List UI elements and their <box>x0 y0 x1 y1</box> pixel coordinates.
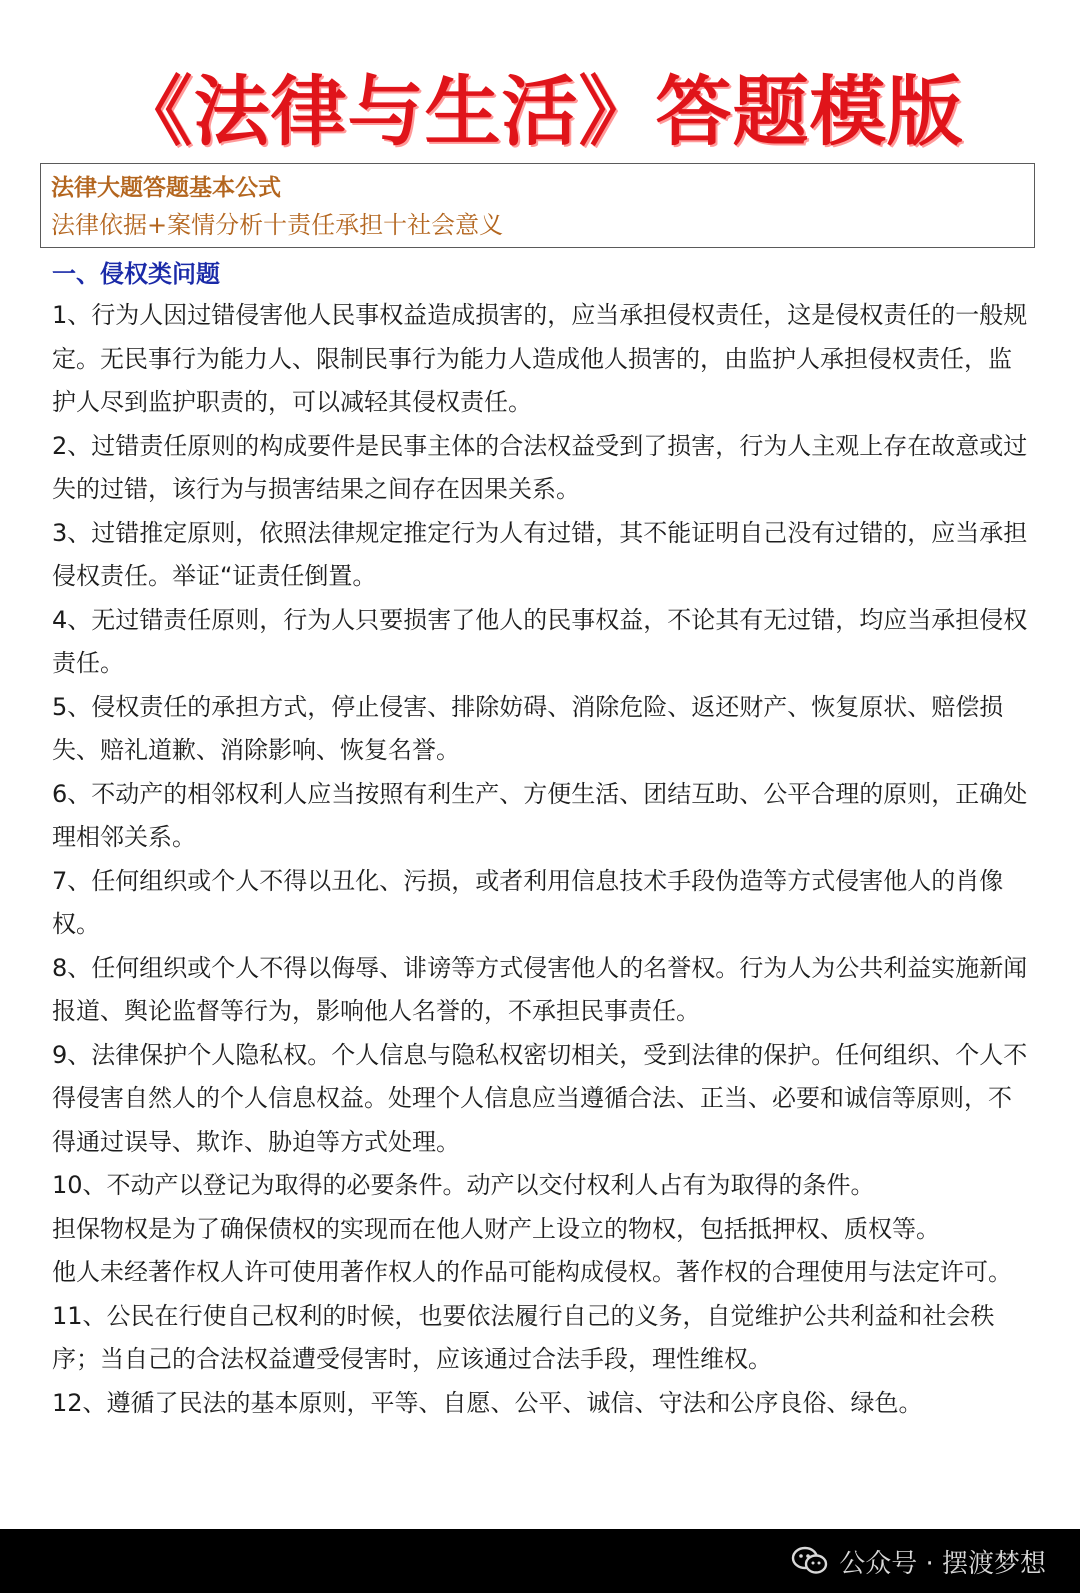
paragraph: 2、过错责任原则的构成要件是民事主体的合法权益受到了损害，行为人主观上存在故意或过失的过错，该行为与损害结果之间存在因果关系。 <box>52 431 1028 503</box>
watermark-text: 公众号 · 摆渡梦想 <box>839 1548 1046 1579</box>
paragraph: 3、过错推定原则，依照法律规定推定行为人有过错，其不能证明自己没有过错的，应当承担侵权责任。举证“证责任倒置。 <box>52 518 1028 590</box>
content-body <box>52 294 1032 1425</box>
page-title: 《法律与生活》答题模版 <box>116 67 964 156</box>
paragraph: 8、任何组织或个人不得以侮辱、诽谤等方式侵害他人的名誉权。行为人为公共利益实施新闻报道、舆论监督等行为，影响他人名誉的，不承担民事责任。 <box>52 953 1028 1025</box>
section-heading: 一、侵权类问题 <box>52 260 220 288</box>
paragraph: 11、公民在行使自己权利的时候，也要依法履行自己的义务，自觉维护公共利益和社会秩序；当自己的合法权益遭受侵害时，应该通过合法手段，理性维权。 <box>52 1301 995 1373</box>
paragraph: 担保物权是为了确保债权的实现而在他人财产上设立的物权，包括抵押权、质权等。 <box>52 1214 940 1243</box>
paragraph: 4、无过错责任原则，行为人只要损害了他人的民事权益，不论其有无过错，均应当承担侵权责任。 <box>52 605 1028 677</box>
paragraph: 7、任何组织或个人不得以丑化、污损，或者利用信息技术手段伪造等方式侵害他人的肖像权。 <box>52 866 1004 938</box>
paragraph: 1、行为人因过错侵害他人民事权益造成损害的，应当承担侵权责任，这是侵权责任的一般规定。无民事行为能力人、限制民事行为能力人造成他人损害的，由监护人承担侵权责任，监护人尽到监护职责的，可以减轻其侵权责任。 <box>52 301 1028 416</box>
formula-body: 法律依据+案情分析十责任承担十社会意义 <box>51 211 504 239</box>
formula-heading: 法律大题答题基本公式 <box>51 175 281 201</box>
paragraph: 他人未经著作权人许可使用著作权人的作品可能构成侵权。著作权的合理使用与法定许可。 <box>52 1258 1012 1286</box>
watermark <box>791 1540 1046 1582</box>
paragraph: 9、法律保护个人隐私权。个人信息与隐私权密切相关，受到法律的保护。任何组织、个人不得侵害自然人的个人信息权益。处理个人信息应当遵循合法、正当、必要和诚信等原则，不得通过误导、欺诈、胁迫等方式处理。 <box>52 1040 1028 1156</box>
formula-box <box>40 163 1035 248</box>
paragraph: 12、遵循了民法的基本原则，平等、自愿、公平、诚信、守法和公序良俗、绿色。 <box>52 1388 923 1417</box>
paragraph: 6、不动产的相邻权利人应当按照有利生产、方便生活、团结互助、公平合理的原则，正确处理相邻关系。 <box>52 779 1028 851</box>
paragraph: 10、不动产以登记为取得的必要条件。动产以交付权利人占有为取得的条件。 <box>52 1171 875 1199</box>
wechat-icon <box>791 1545 829 1577</box>
paragraph: 5、侵权责任的承担方式，停止侵害、排除妨碍、消除危险、返还财产、恢复原状、赔偿损失、赔礼道歉、消除影响、恢复名誉。 <box>52 692 1004 764</box>
